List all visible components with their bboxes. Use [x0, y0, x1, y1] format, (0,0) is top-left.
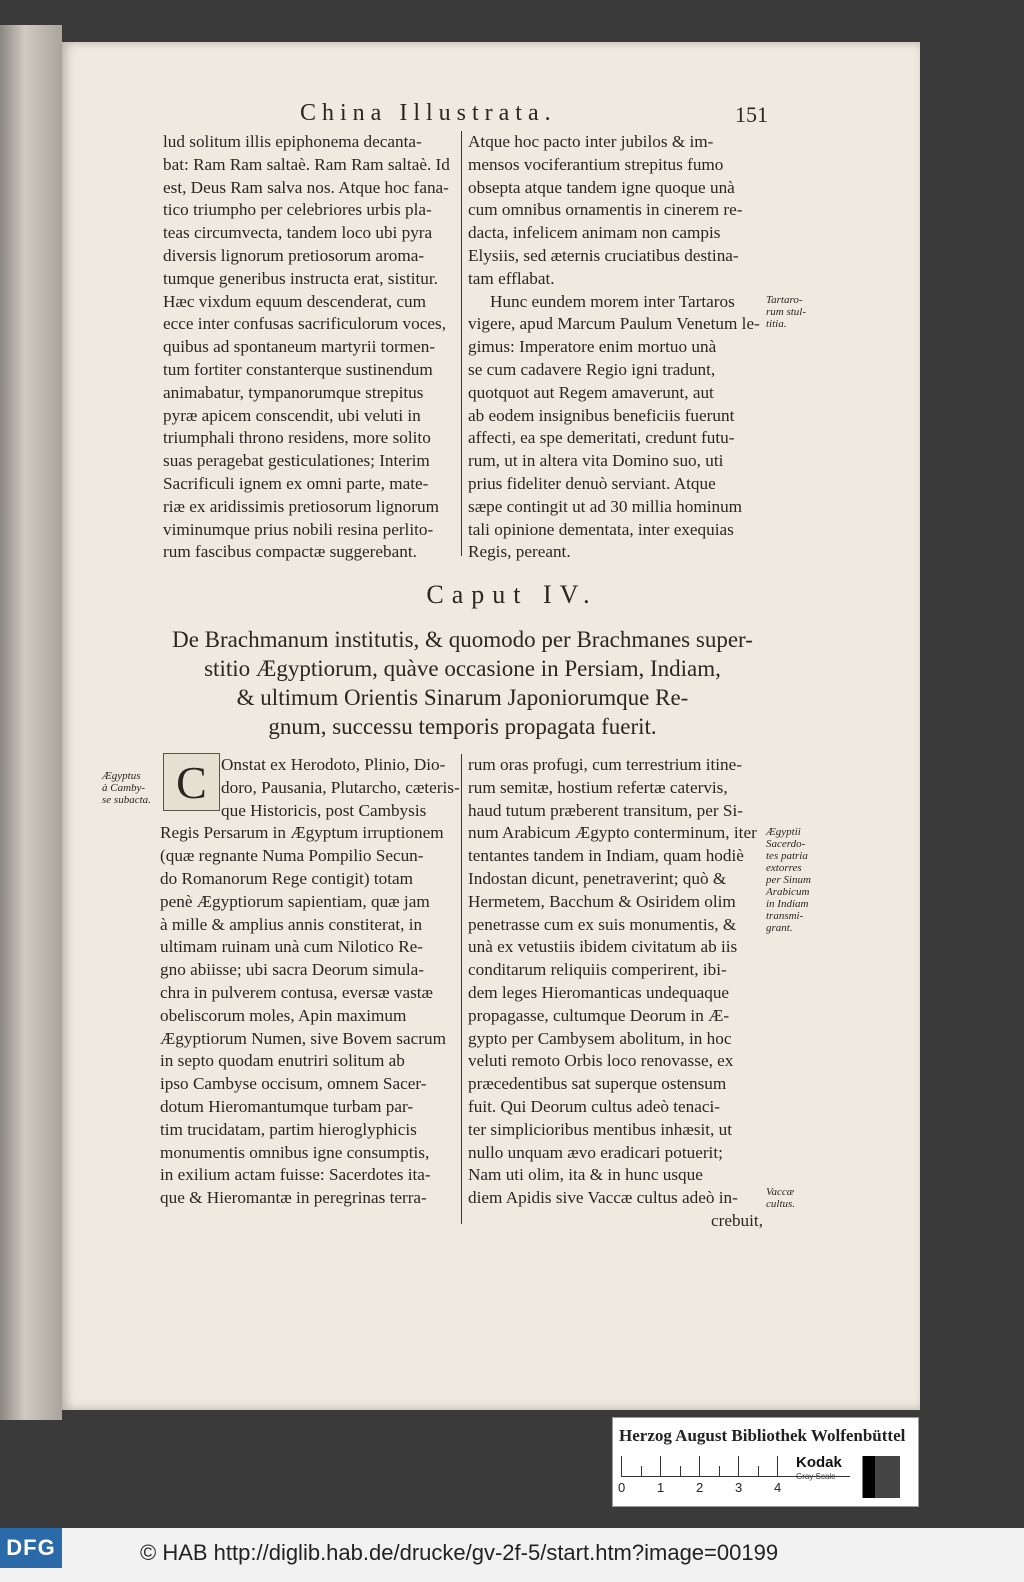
ruler-tick: [758, 1466, 759, 1476]
chapter-heading: Caput IV.: [426, 580, 598, 609]
chapter-title-line: & ultimum Orientis Sinarum Japoniorumque Re-: [236, 685, 689, 710]
text-line: num Arabicum Ægypto conterminum, iter: [468, 823, 757, 843]
text-line: mensos vociferantium strepitus fumo: [468, 154, 724, 174]
copyright-link[interactable]: © HAB http://diglib.hab.de/drucke/gv-2f-5/start.htm?image=00199: [140, 1540, 779, 1565]
margin-line: se subacta.: [102, 794, 151, 806]
text-line: penè Ægyptiorum sapientiam, quæ jam: [160, 891, 430, 911]
chapter-title-line: De Brachmanum institutis, & quomodo per Brachmanes super-: [172, 627, 753, 652]
text-line: Regis, pereant.: [468, 542, 571, 562]
text-line: Regis Persarum in Ægyptum irruptionem: [160, 823, 444, 843]
margin-line: cultus.: [766, 1198, 796, 1210]
text-line: triumphali throno residens, more solito: [163, 428, 431, 448]
margin-note-aegypti: [766, 826, 811, 934]
text-line: propagasse, cultumque Deorum in Æ-: [468, 1005, 730, 1025]
ruler-number: 4: [774, 1480, 782, 1495]
catchword: crebuit,: [710, 1210, 763, 1230]
text-line: Indostan dicunt, penetraverint; quò &: [468, 868, 727, 888]
margin-line: Ægyptus: [102, 770, 141, 782]
text-line: unà ex vetustiis ibidem civitatum ab iis: [468, 937, 738, 957]
ruler-tick: [641, 1466, 642, 1476]
text-line: dem leges Hieromanticas undequaque: [468, 982, 730, 1002]
margin-line: Tartaro-: [766, 294, 803, 306]
margin-line: Ægyptii: [766, 826, 801, 838]
chapter-title: [160, 625, 765, 741]
margin-note-tartaros: [766, 294, 806, 330]
ruler-number: 3: [735, 1480, 743, 1495]
margin-line: Vaccæ: [766, 1186, 795, 1198]
text-line: ter simplicioribus mentibus inhæsit, ut: [468, 1119, 733, 1139]
kodak-brand: Kodak: [796, 1454, 842, 1471]
margin-line: per Sinum: [766, 874, 811, 886]
text-line: in septo quodam enutriri solitum ab: [160, 1051, 405, 1071]
ruler-number: 1: [657, 1480, 665, 1495]
column-divider: [461, 131, 462, 556]
top-left-column: [163, 131, 458, 564]
margin-line: Sacerdo-: [766, 838, 806, 850]
drop-cap-initial: C: [163, 753, 220, 811]
library-name: Herzog August Bibliothek Wolfenbüttel: [619, 1426, 906, 1445]
text-line: rum fascibus compactæ suggerebant.: [163, 542, 417, 562]
text-line: que Historicis, post Cambysis: [221, 800, 427, 820]
ruler-number: 2: [696, 1480, 704, 1495]
gray-scale-label: Gray Scale: [796, 1472, 836, 1481]
text-line: quibus ad spontaneum martyrii tormen-: [163, 337, 436, 357]
margin-line: grant.: [766, 922, 793, 934]
margin-line: à Camby-: [102, 782, 146, 794]
book-binding-edge: [0, 25, 62, 1420]
text-line: Ægyptiorum Numen, sive Bovem sacrum: [160, 1028, 446, 1048]
margin-line: in Indiam: [766, 898, 809, 910]
text-line: chra in pulverem contusa, eversæ vastæ: [160, 982, 434, 1002]
margin-line: tes patria: [766, 850, 808, 862]
margin-note-aegyptus: [102, 770, 151, 806]
text-line: lud solitum illis epiphonema decanta-: [163, 132, 422, 151]
top-right-column: [468, 131, 763, 564]
text-line: do Romanorum Rege contigit) totam: [160, 868, 413, 888]
text-line: obsepta atque tandem igne quoque unà: [468, 177, 735, 197]
text-line: tumque generibus instructa erat, sistitur.: [163, 268, 438, 288]
ruler-tick: [777, 1456, 778, 1476]
text-line: tim trucidatam, partim hieroglyphicis: [160, 1119, 417, 1139]
text-line: cum omnibus ornamentis in cinerem re-: [468, 200, 743, 220]
margin-line: transmi-: [766, 910, 804, 922]
text-line: riæ ex aridissimis pretiosorum lignorum: [163, 496, 439, 516]
text-line: viminumque prius nobili resina perlito-: [163, 519, 434, 539]
text-line: que & Hieromantæ in peregrinas terra-: [160, 1188, 427, 1208]
text-line: obeliscorum moles, Apin maximum: [160, 1005, 407, 1025]
margin-note-vaccae: [766, 1186, 795, 1210]
text-line: est, Deus Ram salva nos. Atque hoc fana-: [163, 177, 449, 197]
text-line: à mille & amplius annis constiterat, in: [160, 914, 423, 934]
text-line: veluti remoto Orbis loco renovasse, ex: [468, 1051, 734, 1071]
text-line: Nam uti olim, ita & in hunc usque: [468, 1165, 703, 1185]
text-line: nullo unquam ævo eradicari potuerit;: [468, 1142, 723, 1162]
text-line: ipso Cambyse occisum, omnem Sacer-: [160, 1074, 427, 1094]
text-line: vigere, apud Marcum Paulum Venetum le-: [468, 314, 760, 334]
text-line: bat: Ram Ram saltaè. Ram Ram saltaè. Id: [163, 154, 450, 174]
text-line: conditarum reliquiis comperirent, ibi-: [468, 960, 727, 980]
text-line: tentantes tandem in Indiam, quam hodiè: [468, 846, 744, 866]
chapter-title-line: gnum, successu temporis propagata fuerit.: [268, 714, 657, 739]
text-line: rum oras profugi, cum terrestrium itine-: [468, 755, 742, 774]
text-line: doro, Pausania, Plutarcho, cæteris-: [221, 777, 460, 797]
ruler-tick: [719, 1466, 720, 1476]
text-line: tam efflabat.: [468, 268, 555, 288]
text-line: Hunc eundem morem inter Tartaros: [490, 291, 735, 311]
text-line: gimus: Imperatore enim mortuo unà: [468, 337, 717, 357]
text-line: Onstat ex Herodoto, Plinio, Dio-: [221, 755, 446, 774]
text-line: tum fortiter constanterque sustinendum: [163, 359, 433, 379]
ruler-tick: [621, 1456, 622, 1476]
text-line: diversis lignorum pretiosorum aroma-: [163, 245, 425, 265]
gray-scale-swatches: [850, 1456, 900, 1498]
text-line: animabatur, tympanorumque strepitus: [163, 382, 424, 402]
text-line: dotum Hieromantumque turbam par-: [160, 1096, 414, 1116]
text-line: fuit. Qui Deorum cultus adeò tenaci-: [468, 1096, 721, 1116]
ruler-tick: [699, 1456, 700, 1476]
text-line: ultimam ruinam unà cum Nilotico Re-: [160, 937, 424, 957]
text-line: Elysiis, sed æternis cruciatibus destina-: [468, 245, 739, 265]
text-line: suas peragebat gesticulationes; Interim: [163, 451, 430, 471]
text-line: Hæc vixdum equum descenderat, cum: [163, 291, 426, 311]
margin-line: titia.: [766, 318, 787, 330]
margin-line: extorres: [766, 862, 802, 874]
text-line: rum semitæ, hostium refertæ catervis,: [468, 777, 728, 797]
chapter-title-line: stitio Ægyptiorum, quàve occasione in Persiam, Indiam,: [204, 656, 721, 681]
text-line: ab eodem insignibus beneficiis fuerunt: [468, 405, 735, 425]
text-line: diem Apidis sive Vaccæ cultus adeò in-: [468, 1188, 738, 1208]
text-line: prius fideliter denuò serviant. Atque: [468, 473, 716, 493]
text-line: quotquot aut Regem amaverunt, aut: [468, 382, 714, 402]
text-line: præcedentibus sat superque ostensum: [468, 1074, 727, 1094]
text-line: Sacrificuli ignem ex omni parte, mate-: [163, 473, 429, 493]
text-line: pyræ apicem conscendit, ubi veluti in: [163, 405, 421, 425]
text-line: haud tutum præberent transitum, per Si-: [468, 800, 743, 820]
text-line: tali opinione dementata, inter exequias: [468, 519, 734, 539]
dfg-logo: DFG: [0, 1528, 62, 1568]
text-line: (quæ regnante Numa Pompilio Secun-: [160, 846, 424, 866]
running-head: China Illustrata.: [300, 100, 557, 126]
text-line: teas circumvecta, tandem loco ubi pyra: [163, 223, 433, 243]
column-divider: [461, 754, 462, 1224]
text-line: penetrasse cum ex suis monumentis, &: [468, 914, 737, 934]
text-line: dacta, infelicem animam non campis: [468, 223, 721, 243]
text-line: rum, ut in altera vita Domino suo, uti: [468, 451, 724, 471]
text-line: sæpe contingit ut ad 30 millia hominum: [468, 496, 743, 516]
text-line: gypto per Cambysem abolitum, in hoc: [468, 1028, 732, 1048]
ruler-tick: [660, 1456, 661, 1476]
bottom-left-column: [160, 754, 458, 1210]
text-line: se cum cadavere Regio igni tradunt,: [468, 359, 716, 379]
text-line: ecce inter confusas sacrificulorum voces,: [163, 314, 446, 334]
text-line: Atque hoc pacto inter jubilos & im-: [468, 132, 714, 151]
text-line: Hermetem, Bacchum & Osiridem olim: [468, 891, 736, 911]
color-calibration-card: [612, 1417, 919, 1507]
page-number: 151: [735, 102, 768, 127]
bottom-right-column: [468, 754, 763, 1233]
text-line: affecti, ea spe demeritati, credunt futu-: [468, 428, 735, 448]
ruler-number: 0: [618, 1480, 626, 1495]
ruler-tick: [738, 1456, 739, 1476]
ruler-tick: [680, 1466, 681, 1476]
text-line: monumentis omnibus igne consumptis,: [160, 1142, 430, 1162]
text-line: tico triumpho per celebriores urbis pla-: [163, 200, 432, 220]
margin-line: rum stul-: [766, 306, 807, 318]
text-line: in exilium actam fuisse: Sacerdotes ita-: [160, 1165, 431, 1185]
text-line: gno abiisse; ubi sacra Deorum simula-: [160, 960, 424, 980]
margin-line: Arabicum: [766, 886, 810, 898]
